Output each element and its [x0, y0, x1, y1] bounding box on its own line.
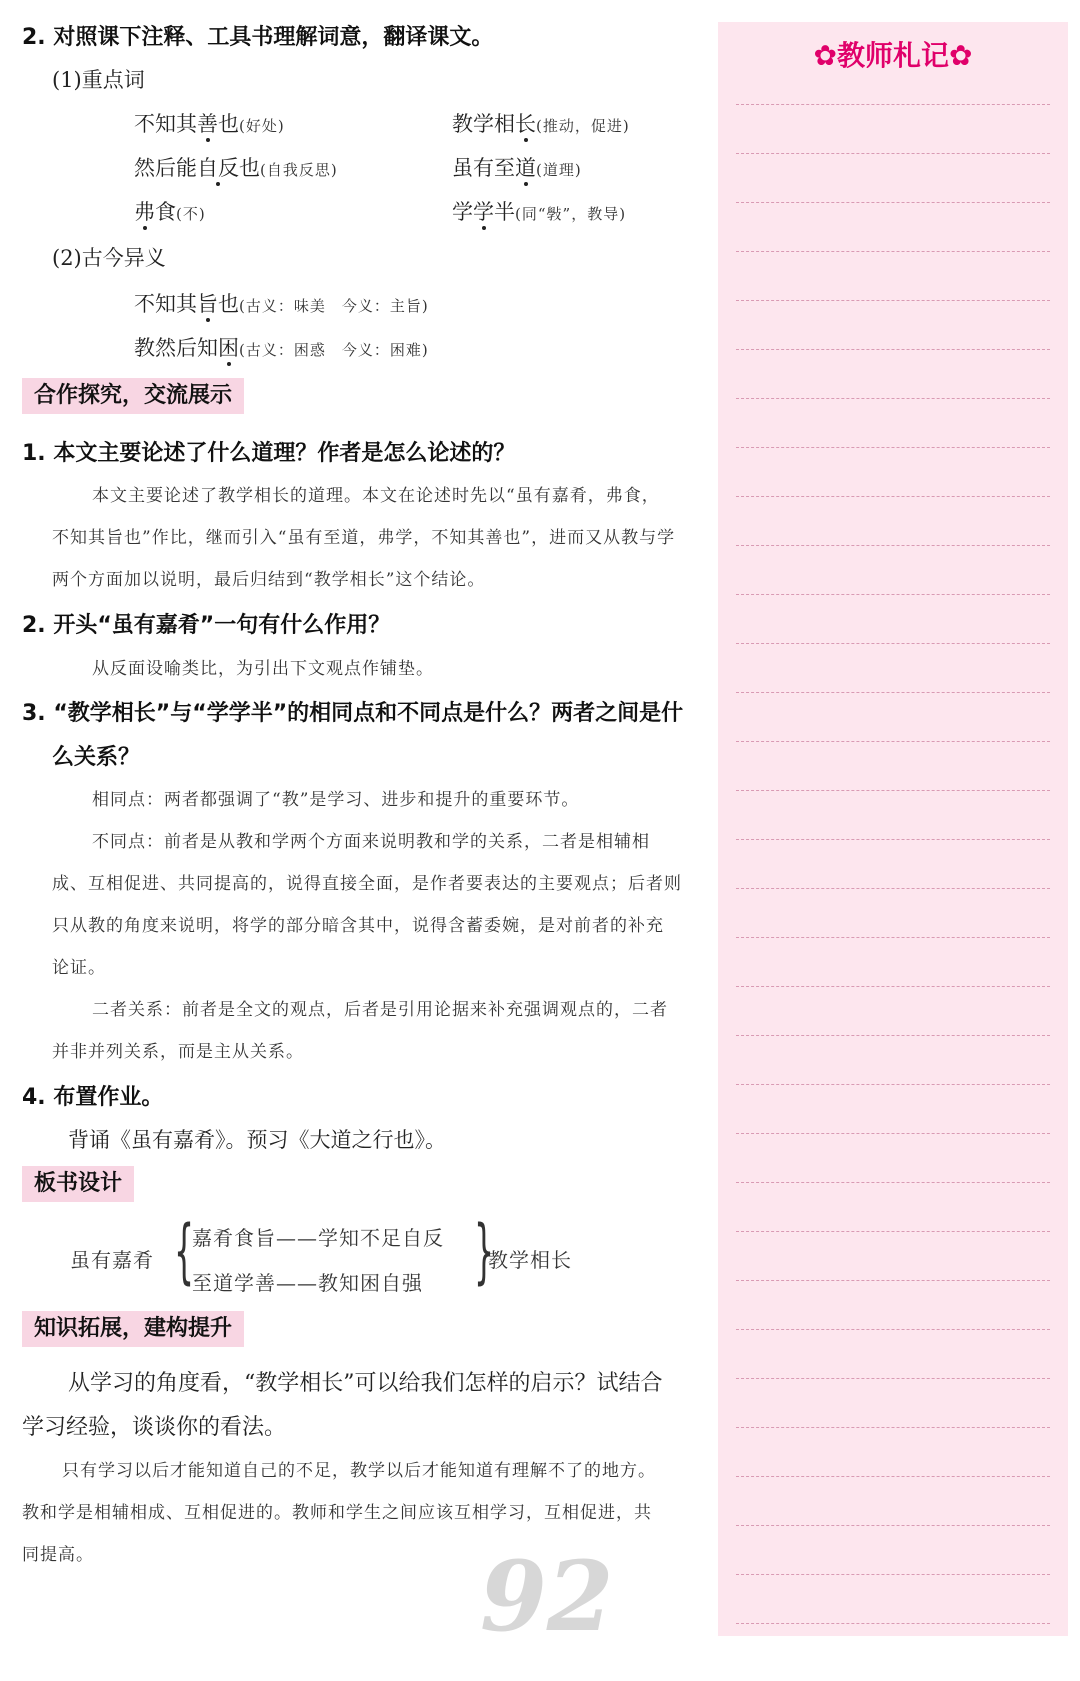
ext-answer-line: 同提高。 — [22, 1545, 94, 1565]
q3-diff-line: 成、互相促进、共同提高的，说得直接全面，是作者要表达的主要观点；后者则 — [52, 874, 682, 894]
note-ruling-line — [736, 545, 1050, 546]
note-ruling-line — [736, 1329, 1050, 1330]
note-ruling-line — [736, 1035, 1050, 1036]
q2b-title: 2. 开头“虽有嘉肴”一句有什么作用？ — [22, 613, 391, 638]
note-ruling-line — [736, 104, 1050, 105]
sub2-title: (2)古今异义 — [52, 246, 166, 270]
note-ruling-line — [736, 1623, 1050, 1624]
note-ruling-line — [736, 692, 1050, 693]
keyword-1: 不知其善也(好处) — [134, 112, 285, 136]
board-row-1: 嘉肴食旨——学知不足自反 — [192, 1226, 444, 1250]
note-ruling-line — [736, 349, 1050, 350]
q3-same: 相同点：两者都强调了“教”是学习、进步和提升的重要环节。 — [92, 790, 580, 810]
board-left: 虽有嘉肴 — [70, 1248, 154, 1272]
gujin-2: 教然后知困(古义：困惑 今义：困难) — [134, 336, 429, 360]
note-ruling-line — [736, 790, 1050, 791]
keyword-3: 然后能自反也(自我反思) — [134, 156, 338, 180]
ext-question-line: 从学习的角度看，“教学相长”可以给我们怎样的启示？试结合 — [68, 1371, 663, 1396]
note-ruling-line — [736, 1427, 1050, 1428]
q3-title-2: 么关系？ — [52, 745, 141, 770]
q3-rel-line: 并非并列关系，而是主从关系。 — [52, 1042, 304, 1062]
q3-title-1: 3. “教学相长”与“学学半”的相同点和不同点是什么？两者之间是什 — [22, 701, 684, 726]
q1-answer-line: 不知其旨也”作比，继而引入“虽有至道，弗学，不知其善也”，进而又从教与学 — [52, 528, 676, 548]
note-ruling-line — [736, 839, 1050, 840]
section-header-board-design: 板书设计 — [22, 1166, 134, 1202]
note-ruling-line — [736, 496, 1050, 497]
section-header-extension: 知识拓展，建构提升 — [22, 1311, 244, 1347]
note-ruling-line — [736, 1378, 1050, 1379]
q1-title: 1. 本文主要论述了什么道理？作者是怎么论述的？ — [22, 441, 516, 466]
note-ruling-line — [736, 447, 1050, 448]
note-ruling-line — [736, 153, 1050, 154]
note-ruling-line — [736, 1574, 1050, 1575]
q3-diff-line: 只从教的角度来说明，将学的部分暗含其中，说得含蓄委婉，是对前者的补充 — [52, 916, 664, 936]
note-ruling-line — [736, 300, 1050, 301]
page-number: 92 — [480, 1540, 614, 1653]
left-brace-icon: { — [174, 1210, 195, 1292]
section-header-discussion: 合作探究，交流展示 — [22, 378, 244, 414]
note-ruling-line — [736, 251, 1050, 252]
note-ruling-line — [736, 594, 1050, 595]
right-brace-icon: } — [474, 1210, 495, 1292]
ext-question-line: 学习经验，谈谈你的看法。 — [22, 1415, 287, 1440]
keyword-4: 虽有至道(道理) — [452, 156, 582, 180]
q3-diff-line: 论证。 — [52, 958, 106, 978]
note-ruling-line — [736, 1182, 1050, 1183]
keyword-6: 学学半(同“斅”，教导) — [452, 200, 627, 224]
note-ruling-line — [736, 1280, 1050, 1281]
board-row-2: 至道学善——教知困自强 — [192, 1271, 423, 1295]
note-ruling-line — [736, 1476, 1050, 1477]
note-ruling-line — [736, 398, 1050, 399]
note-ruling-line — [736, 937, 1050, 938]
q4-title: 4. 布置作业。 — [22, 1085, 164, 1110]
note-ruling-line — [736, 986, 1050, 987]
q2b-answer: 从反面设喻类比，为引出下文观点作铺垫。 — [92, 659, 434, 679]
teacher-notes-panel — [718, 22, 1068, 1636]
q1-answer-line: 本文主要论述了教学相长的道理。本文在论述时先以“虽有嘉肴，弗食， — [92, 486, 660, 506]
q4-answer: 背诵《虽有嘉肴》。预习《大道之行也》。 — [68, 1128, 446, 1152]
teacher-notes-title: ✿教师札记✿ — [813, 39, 973, 72]
note-ruling-line — [736, 1084, 1050, 1085]
note-ruling-line — [736, 202, 1050, 203]
q3-rel-line: 二者关系：前者是全文的观点，后者是引用论据来补充强调观点的，二者 — [92, 1000, 668, 1020]
note-ruling-line — [736, 1133, 1050, 1134]
note-ruling-line — [736, 643, 1050, 644]
ext-answer-line: 只有学习以后才能知道自己的不足，教学以后才能知道有理解不了的地方。 — [62, 1461, 656, 1481]
note-ruling-line — [736, 741, 1050, 742]
ext-answer-line: 教和学是相辅相成、互相促进的。教师和学生之间应该互相学习，互相促进，共 — [22, 1503, 652, 1523]
note-ruling-line — [736, 888, 1050, 889]
gujin-1: 不知其旨也(古义：味美 今义：主旨) — [134, 292, 429, 316]
q3-diff-line: 不同点：前者是从教和学两个方面来说明教和学的关系，二者是相辅相 — [92, 832, 650, 852]
board-right: 教学相长 — [488, 1248, 572, 1272]
q1-answer-line: 两个方面加以说明，最后归结到“教学相长”这个结论。 — [52, 570, 486, 590]
keyword-2: 教学相长(推动，促进) — [452, 112, 630, 136]
keyword-5: 弗食(不) — [134, 200, 206, 224]
sub1-title: (1)重点词 — [52, 68, 145, 92]
q2-title: 2. 对照课下注释、工具书理解词意，翻译课文。 — [22, 25, 494, 50]
note-ruling-line — [736, 1525, 1050, 1526]
note-ruling-line — [736, 1231, 1050, 1232]
